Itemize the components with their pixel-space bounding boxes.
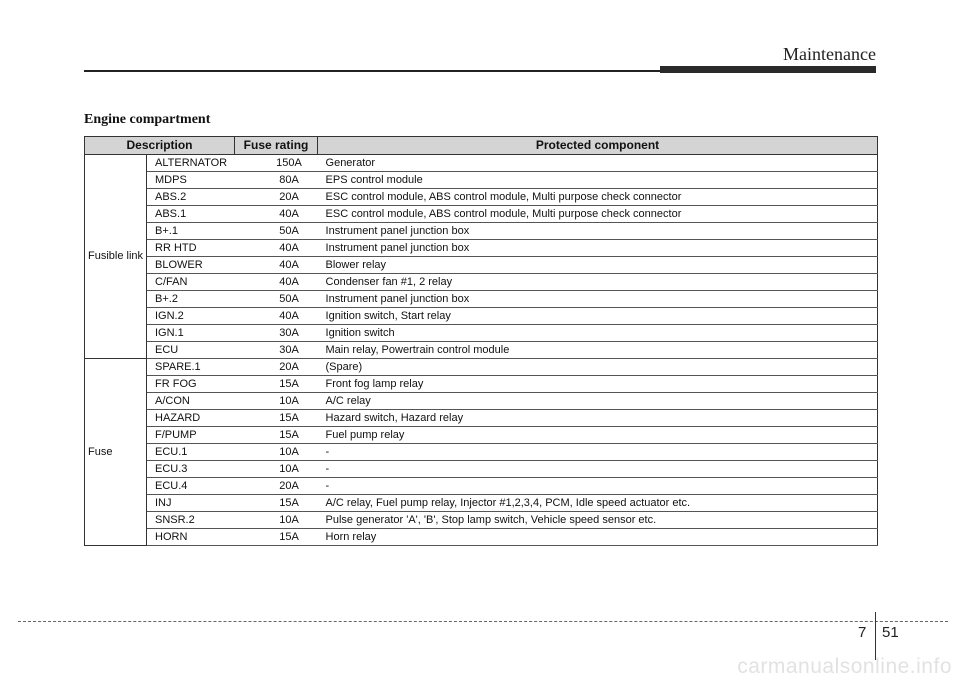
protected-component-cell: Horn relay <box>318 529 878 546</box>
protected-component-cell: Instrument panel junction box <box>318 240 878 257</box>
table-row <box>85 257 878 274</box>
fuse-name-cell: HAZARD <box>147 410 235 427</box>
table-row <box>85 325 878 342</box>
fuse-rating-cell: 40A <box>235 240 318 257</box>
fuse-name-cell: ABS.1 <box>147 206 235 223</box>
fuse-name-cell: SNSR.2 <box>147 512 235 529</box>
column-header-description: Description <box>85 137 235 155</box>
table-row <box>85 172 878 189</box>
chapter-number: 7 <box>858 624 867 641</box>
page-header-title: Maintenance <box>783 44 876 64</box>
fuse-rating-cell: 15A <box>235 376 318 393</box>
table-row <box>85 223 878 240</box>
protected-component-cell: ESC control module, ABS control module, Multi purpose check connector <box>318 206 878 223</box>
fuse-rating-cell: 30A <box>235 342 318 359</box>
table-row <box>85 376 878 393</box>
protected-component-cell: Pulse generator 'A', 'B', Stop lamp switch, Vehicle speed sensor etc. <box>318 512 878 529</box>
table-row <box>85 155 878 172</box>
fuse-name-cell: ECU.3 <box>147 461 235 478</box>
fuse-name-cell: ECU.1 <box>147 444 235 461</box>
fuse-rating-cell: 50A <box>235 223 318 240</box>
table-row <box>85 291 878 308</box>
fuse-rating-cell: 40A <box>235 308 318 325</box>
protected-component-cell: Hazard switch, Hazard relay <box>318 410 878 427</box>
fuse-rating-cell: 20A <box>235 359 318 376</box>
fuse-rating-cell: 30A <box>235 325 318 342</box>
fuse-rating-cell: 10A <box>235 444 318 461</box>
fuse-name-cell: INJ <box>147 495 235 512</box>
fuse-name-cell: SPARE.1 <box>147 359 235 376</box>
fuse-table <box>84 136 878 546</box>
fuse-name-cell: B+.1 <box>147 223 235 240</box>
fuse-name-cell: MDPS <box>147 172 235 189</box>
column-header-protected-component: Protected component <box>318 137 878 155</box>
fuse-name-cell: F/PUMP <box>147 427 235 444</box>
fuse-rating-cell: 10A <box>235 393 318 410</box>
table-row <box>85 308 878 325</box>
fuse-rating-cell: 10A <box>235 461 318 478</box>
table-row <box>85 274 878 291</box>
table-header-row <box>85 137 878 155</box>
fuse-rating-cell: 15A <box>235 529 318 546</box>
group-description-cell: Fusible link <box>85 155 147 359</box>
protected-component-cell: - <box>318 478 878 495</box>
fuse-name-cell: FR FOG <box>147 376 235 393</box>
table-row <box>85 444 878 461</box>
watermark-text: carmanualsonline.info <box>737 655 952 678</box>
fuse-rating-cell: 15A <box>235 495 318 512</box>
protected-component-cell: - <box>318 444 878 461</box>
table-row <box>85 206 878 223</box>
protected-component-cell: (Spare) <box>318 359 878 376</box>
fuse-rating-cell: 150A <box>235 155 318 172</box>
fuse-name-cell: ALTERNATOR <box>147 155 235 172</box>
protected-component-cell: Blower relay <box>318 257 878 274</box>
protected-component-cell: Condenser fan #1, 2 relay <box>318 274 878 291</box>
fuse-name-cell: A/CON <box>147 393 235 410</box>
table-row <box>85 410 878 427</box>
protected-component-cell: Ignition switch <box>318 325 878 342</box>
table-row <box>85 240 878 257</box>
protected-component-cell: Generator <box>318 155 878 172</box>
table-row <box>85 342 878 359</box>
fuse-name-cell: IGN.2 <box>147 308 235 325</box>
fuse-rating-cell: 50A <box>235 291 318 308</box>
header-rule <box>84 70 660 72</box>
protected-component-cell: Instrument panel junction box <box>318 223 878 240</box>
fuse-name-cell: ECU <box>147 342 235 359</box>
protected-component-cell: A/C relay, Fuel pump relay, Injector #1,2,3,4, PCM, Idle speed actuator etc. <box>318 495 878 512</box>
fuse-rating-cell: 20A <box>235 478 318 495</box>
fuse-name-cell: RR HTD <box>147 240 235 257</box>
table-row <box>85 478 878 495</box>
table-row <box>85 393 878 410</box>
table-row <box>85 495 878 512</box>
protected-component-cell: Instrument panel junction box <box>318 291 878 308</box>
table-row <box>85 427 878 444</box>
table-row <box>85 529 878 546</box>
protected-component-cell: Fuel pump relay <box>318 427 878 444</box>
fuse-rating-cell: 40A <box>235 274 318 291</box>
fuse-name-cell: ABS.2 <box>147 189 235 206</box>
group-description-cell: Fuse <box>85 359 147 546</box>
protected-component-cell: A/C relay <box>318 393 878 410</box>
fuse-name-cell: B+.2 <box>147 291 235 308</box>
fuse-name-cell: ECU.4 <box>147 478 235 495</box>
fuse-rating-cell: 10A <box>235 512 318 529</box>
fuse-name-cell: IGN.1 <box>147 325 235 342</box>
header-rule-accent <box>660 66 876 73</box>
page-number: 51 <box>882 624 899 641</box>
section-title: Engine compartment <box>84 112 211 127</box>
protected-component-cell: Ignition switch, Start relay <box>318 308 878 325</box>
fuse-rating-cell: 80A <box>235 172 318 189</box>
protected-component-cell: Main relay, Powertrain control module <box>318 342 878 359</box>
fuse-name-cell: HORN <box>147 529 235 546</box>
protected-component-cell: - <box>318 461 878 478</box>
fuse-rating-cell: 40A <box>235 206 318 223</box>
fuse-rating-cell: 20A <box>235 189 318 206</box>
table-row <box>85 461 878 478</box>
fuse-rating-cell: 15A <box>235 410 318 427</box>
footer-rule <box>18 621 948 622</box>
fuse-rating-cell: 40A <box>235 257 318 274</box>
table-row <box>85 512 878 529</box>
protected-component-cell: ESC control module, ABS control module, Multi purpose check connector <box>318 189 878 206</box>
column-header-fuse-rating: Fuse rating <box>235 137 318 155</box>
page-number-divider <box>875 612 876 660</box>
fuse-name-cell: C/FAN <box>147 274 235 291</box>
protected-component-cell: Front fog lamp relay <box>318 376 878 393</box>
fuse-rating-cell: 15A <box>235 427 318 444</box>
table-row <box>85 189 878 206</box>
protected-component-cell: EPS control module <box>318 172 878 189</box>
table-row <box>85 359 878 376</box>
fuse-name-cell: BLOWER <box>147 257 235 274</box>
fuse-table-body <box>85 155 878 546</box>
